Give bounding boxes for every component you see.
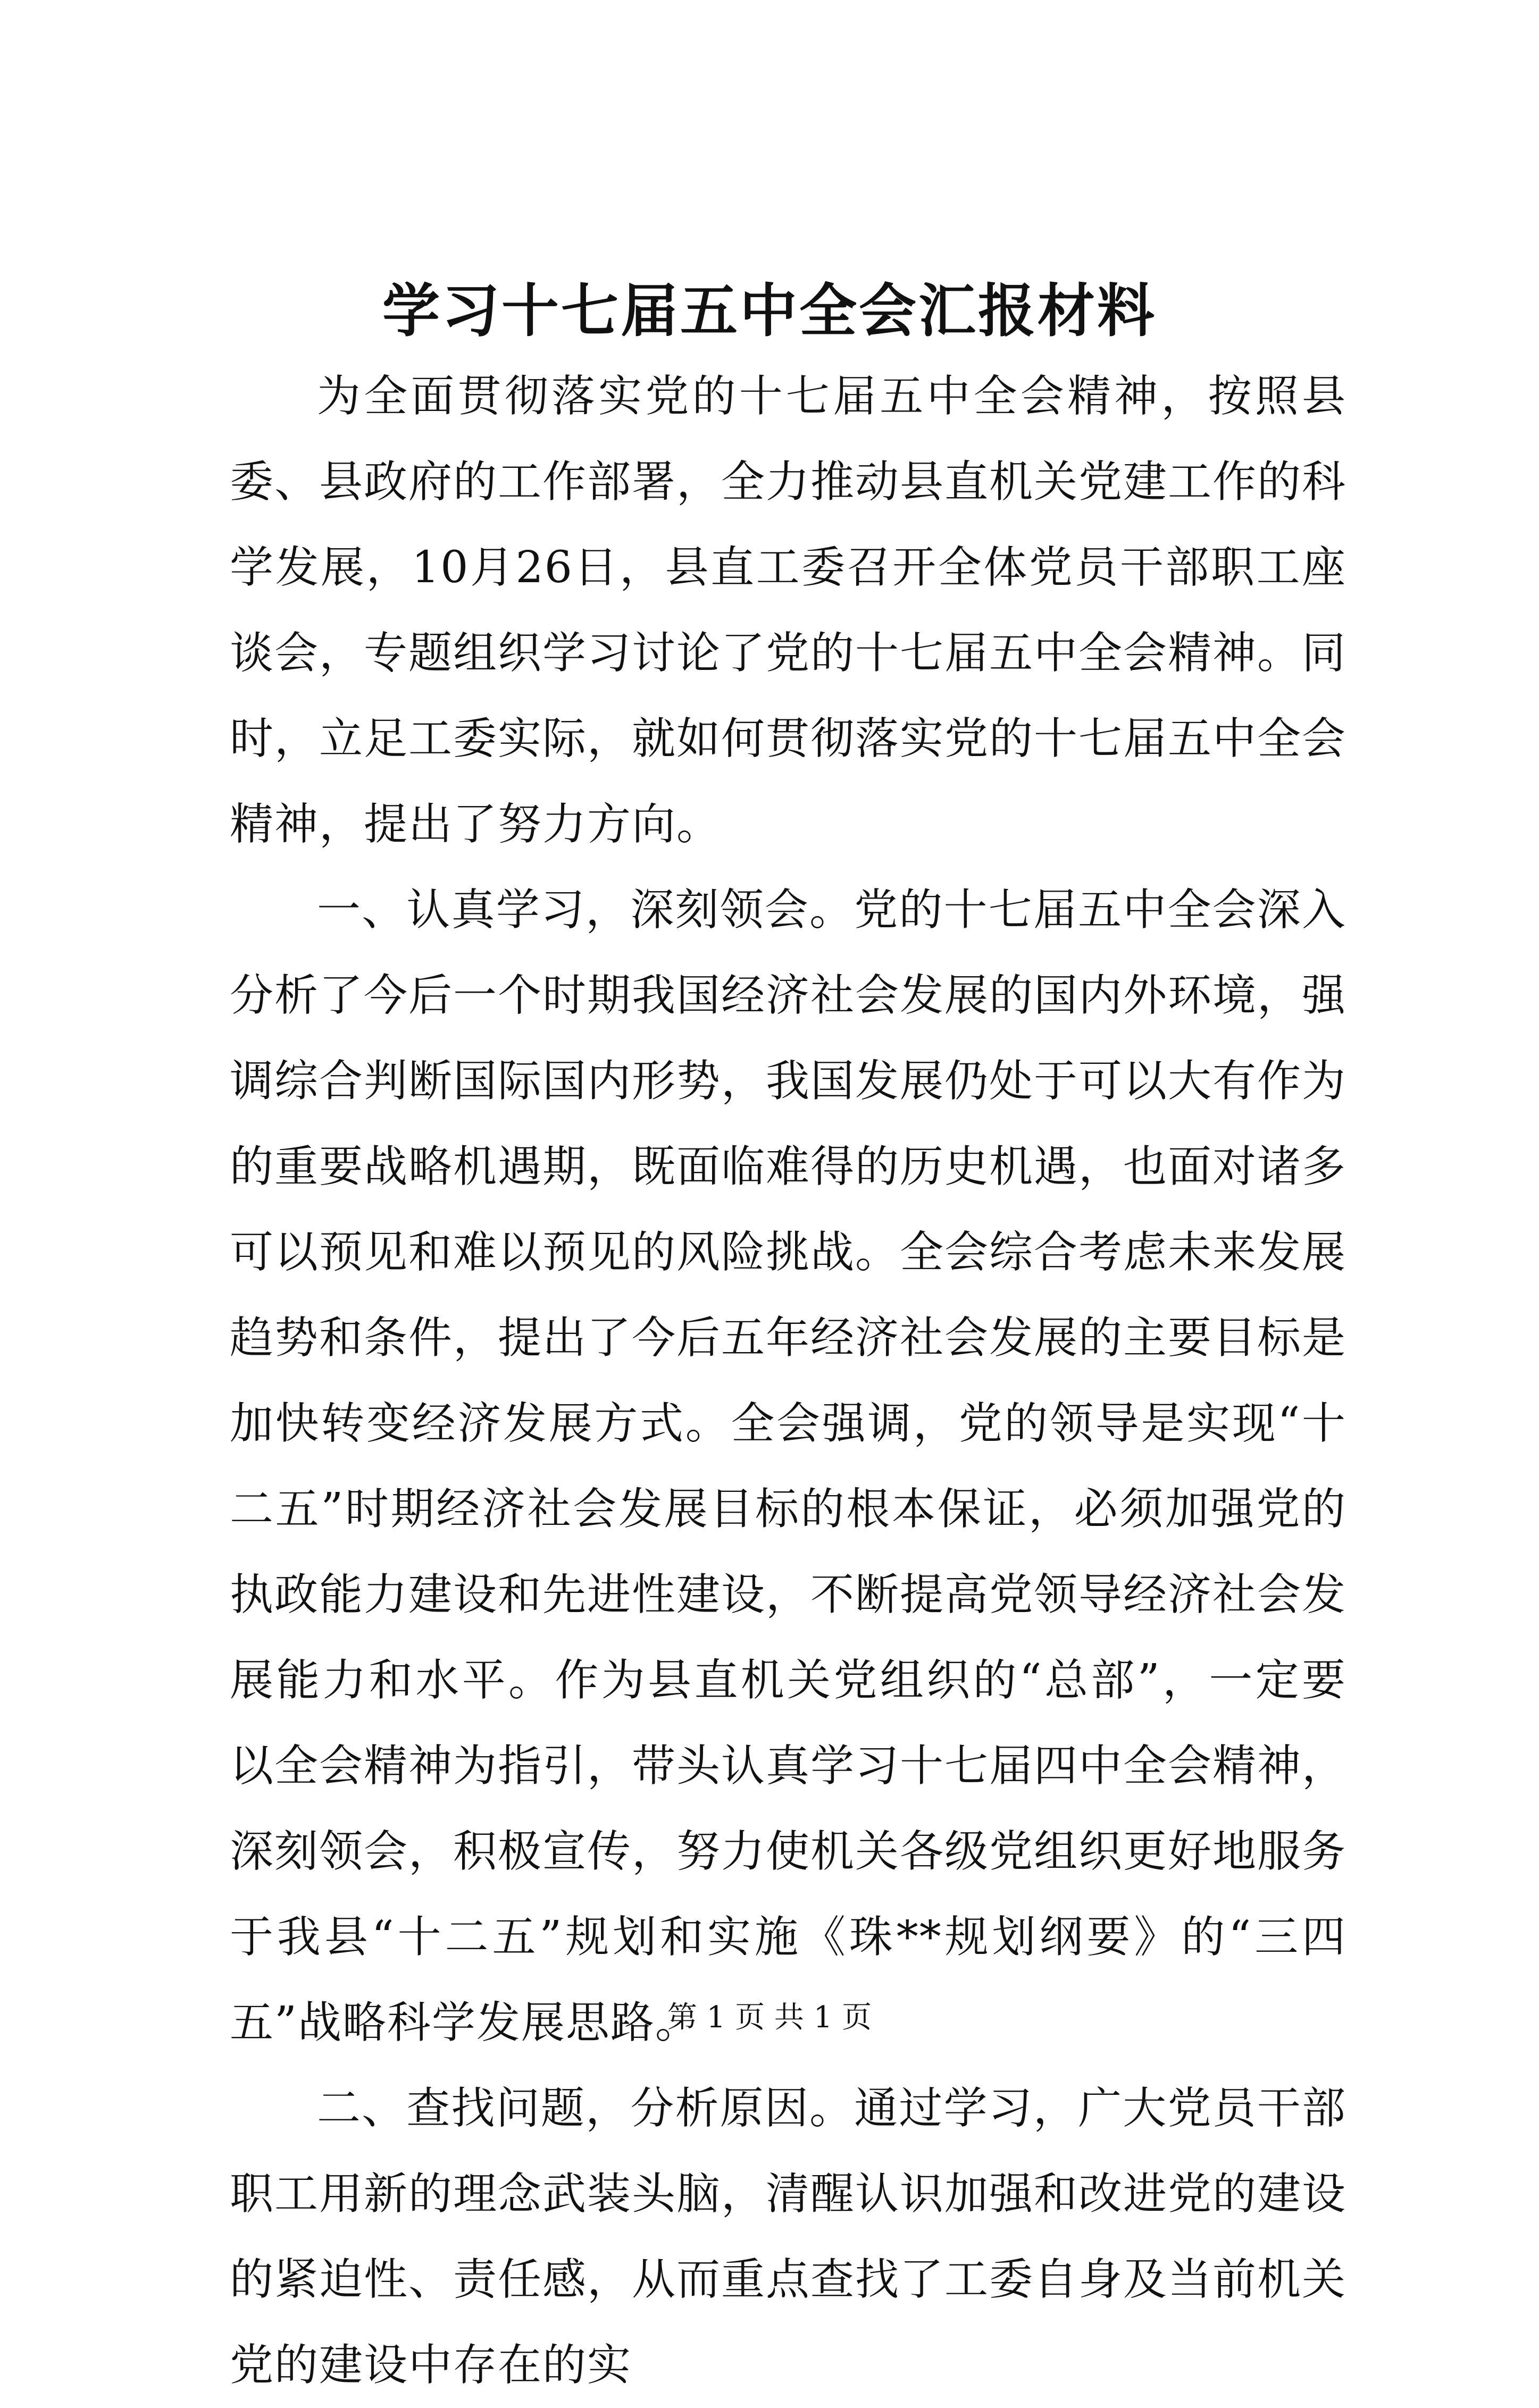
paragraph-section-1: 一、认真学习，深刻领会。党的十七届五中全会深入分析了今后一个时期我国经济社会发展的国内外环境，强调综合判断国际国内形势，我国发展仍处于可以大有作为的重要战略机遇期，既面临难得的历史机遇，也面对诸多可以预见和难以预见的风险挑战。全会综合考虑未来发展趋势和条件，提出了今后五年经济社会发展的主要目标是加快转变经济发展方式。全会强调，党的领导是实现“十二五”时期经济社会发展目标的根本保证，必须加强党的执政能力建设和先进性建设，不断提高党领导经济社会发展能力和水平。作为县直机关党组织的“总部”，一定要以全会精神为指引，带头认真学习十七届四中全会精神，深刻领会，积极宣传，努力使机关各级党组织更好地服务于我县“十二五”规划和实施《珠**规划纲要》的“三四五”战略科学发展思路。	[230, 885, 1347, 2048]
document-title: 学习十七届五中全会汇报材料	[382, 278, 1157, 345]
paragraph-section-2: 二、查找问题，分析原因。通过学习，广大党员干部职工用新的理念武装头脑，清醒认识加强和改进党的建设的紧迫性、责任感，从而重点查找了工委自身及当前机关党的建设中存在的实	[230, 2083, 1347, 2390]
page-footer: 第 1 页 共 1 页	[667, 2000, 872, 2035]
document-body	[230, 354, 1346, 2408]
paragraph-intro: 为全面贯彻落实党的十七届五中全会精神，按照县委、县政府的工作部署，全力推动县直机关党建工作的科学发展，10月26日，县直工委召开全体党员干部职工座谈会，专题组织学习讨论了党的十七届五中全会精神。同时，立足工委实际，就如何贯彻落实党的十七届五中全会精神，提出了努力方向。	[230, 371, 1347, 850]
